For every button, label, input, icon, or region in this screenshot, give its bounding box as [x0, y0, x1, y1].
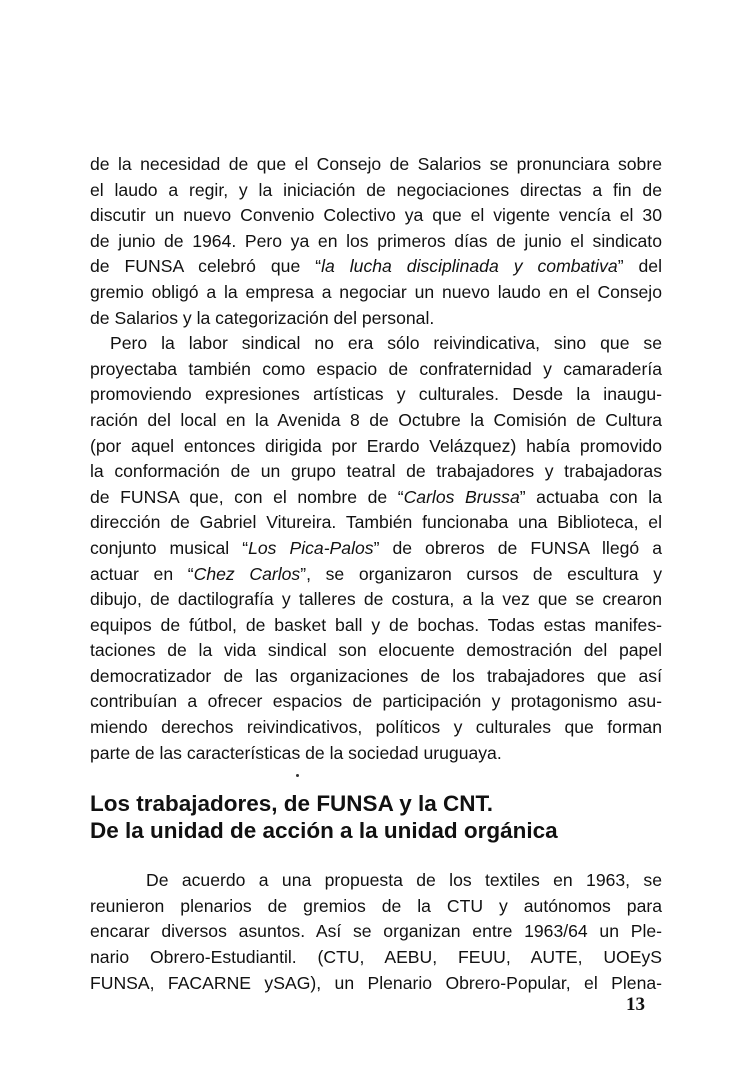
page-number: 13 [626, 994, 645, 1015]
text-line: gremio obligó a la empresa a negociar un nuevo laudo en el Consejo [90, 281, 662, 302]
text-line [90, 536, 662, 562]
text-line: Pero la labor sindical no era sólo reivindicativa, sino que se [110, 333, 662, 354]
text-line: de Salarios y la categorización del personal. [90, 307, 435, 328]
paragraph-3 [90, 868, 662, 996]
text-line: miendo derechos reivindicativos, políticos y culturales que forman [90, 717, 662, 738]
stray-dot [90, 766, 662, 788]
text-span: conjunto musical “ [90, 537, 249, 558]
heading-line-2: De la unidad de acción a la unidad orgánica [90, 818, 558, 844]
section-heading [90, 790, 662, 844]
text-line: parte de las características de la sociedad uruguaya. [90, 742, 502, 763]
text-line: dirección de Gabriel Vitureira. También funcionaba una Biblioteca, el [90, 512, 662, 533]
paragraph-1 [90, 152, 662, 331]
document-page [90, 152, 662, 996]
text-span: de FUNSA que, con el nombre de “ [90, 486, 404, 507]
text-line: equipos de fútbol, de basket ball y de bochas. Todas estas manifes- [90, 614, 662, 635]
text-line [90, 485, 662, 511]
dot-mark [296, 774, 299, 777]
text-span: ” actuaba con la [519, 486, 662, 507]
text-span: ”, se organizaron cursos de escultura y [300, 563, 662, 584]
text-line: la conformación de un grupo teatral de trabajadores y trabajadoras [90, 461, 662, 482]
text-line: nario Obrero-Estudiantil. (CTU, AEBU, FEUU, AUTE, UOEyS [90, 947, 662, 968]
text-line: contribuían a ofrecer espacios de participación y protagonismo asu- [90, 691, 662, 712]
text-line: democratizador de las organizaciones de los trabajadores que así [90, 665, 662, 686]
text-line: De acuerdo a una propuesta de los textiles en 1963, se [146, 870, 662, 891]
paragraph-2 [90, 331, 662, 766]
text-line: de junio de 1964. Pero ya en los primeros días de junio el sindicato [90, 230, 662, 251]
text-span: de FUNSA celebró que “ [90, 256, 322, 277]
text-line: (por aquel entonces dirigida por Erardo Velázquez) había promovido [90, 435, 662, 456]
quote-italic: la lucha disciplinada y combativa [321, 256, 618, 277]
quote-italic: Los Pica-Palos [248, 537, 374, 558]
text-line: taciones de la vida sindical son elocuente demostración del papel [90, 640, 662, 661]
quote-italic: Carlos Brussa [403, 486, 520, 507]
text-span: actuar en “ [90, 563, 194, 584]
text-line [90, 254, 662, 280]
text-line: discutir un nuevo Convenio Colectivo ya que el vigente vencía el 30 [90, 205, 662, 226]
text-line: FUNSA, FACARNE ySAG), un Plenario Obrero-Popular, el Plena- [90, 972, 662, 993]
text-line: dibujo, de dactilografía y talleres de costura, a la vez que se crearon [90, 589, 662, 610]
text-span: ” del [617, 256, 663, 277]
text-line: el laudo a regir, y la iniciación de negociaciones directas a fin de [90, 179, 662, 200]
text-line: ración del local en la Avenida 8 de Octubre la Comisión de Cultura [90, 409, 662, 430]
text-line: de la necesidad de que el Consejo de Salarios se pronunciara sobre [90, 154, 662, 174]
text-line: proyectaba también como espacio de confraternidad y camaradería [90, 358, 662, 379]
text-line: encarar diversos asuntos. Así se organizan entre 1963/64 un Ple- [90, 921, 662, 942]
quote-italic: Chez Carlos [193, 563, 301, 584]
text-line [90, 562, 662, 588]
heading-line-1: Los trabajadores, de FUNSA y la CNT. [90, 791, 494, 817]
text-line: promoviendo expresiones artísticas y culturales. Desde la inaugu- [90, 384, 662, 405]
text-line: reunieron plenarios de gremios de la CTU y autónomos para [90, 895, 662, 916]
text-span: ” de obreros de FUNSA llegó a [373, 537, 662, 558]
